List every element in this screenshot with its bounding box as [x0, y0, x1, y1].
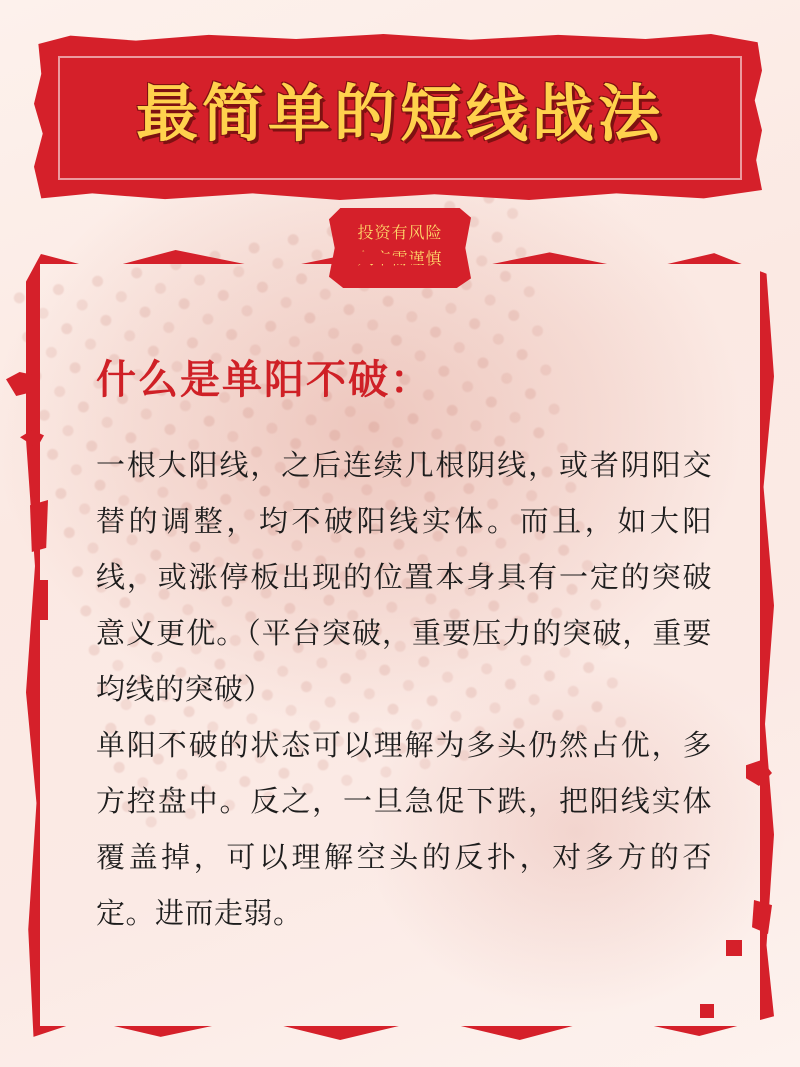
brush-speck-icon [726, 940, 742, 956]
body-paragraph-2: 单阳不破的状态可以理解为多头仍然占优，多方控盘中。反之，一旦急促下跌，把阳线实体覆盖掉，可以理解空头的反扑，对多方的否定。进而走弱。 [96, 728, 712, 930]
title-banner [28, 26, 772, 208]
risk-disclaimer-line-2: 入市需谨慎 [357, 249, 443, 268]
brush-speck-icon [30, 500, 48, 552]
content-body [96, 348, 712, 941]
body-paragraph-1: 一根大阳线，之后连续几根阴线，或者阴阳交替的调整，均不破阳线实体。而且，如大阳线，或涨停板出现的位置本身具有一定的突破意义更优。（平台突破，重要压力的突破，重要均线的突破） [96, 448, 712, 706]
poster-main-title: 最简单的短线战法 [135, 77, 664, 150]
section-heading: 什么是单阳不破： [96, 356, 432, 403]
brush-speck-icon [700, 1004, 714, 1018]
risk-disclaimer-line-1: 投资有风险 [357, 223, 443, 242]
brush-speck-icon [36, 580, 48, 620]
